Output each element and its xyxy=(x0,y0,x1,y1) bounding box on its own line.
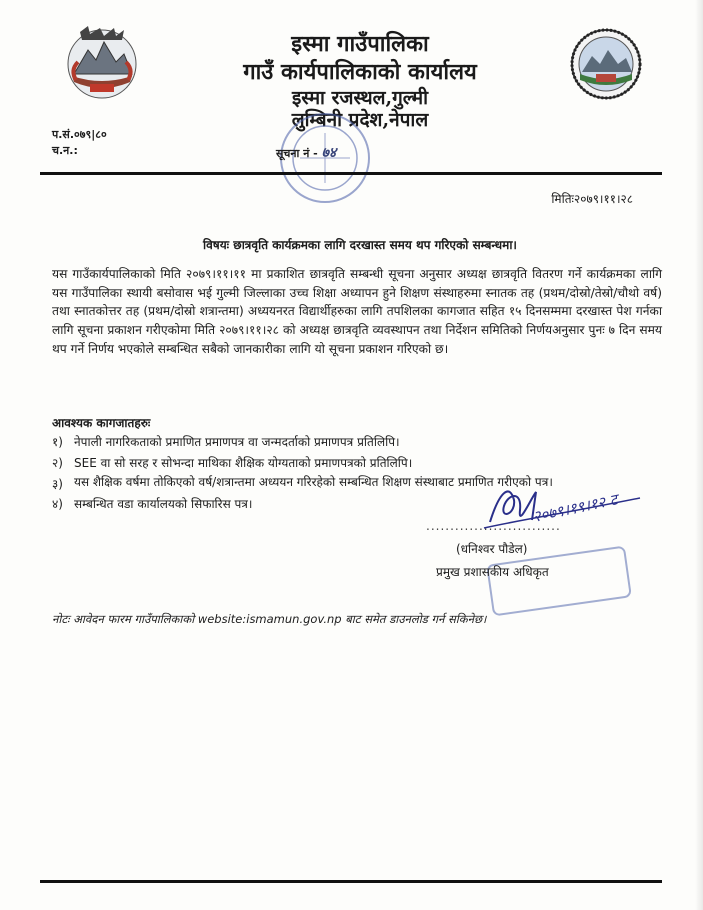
dispatch-number: च.न.: xyxy=(52,144,78,157)
list-item-text: नेपाली नागरिकताको प्रमाणित प्रमाणपत्र वा जन्मदर्ताको प्रमाणपत्र प्रतिलिपि। xyxy=(74,435,400,449)
list-item xyxy=(52,432,612,453)
list-item-number: ४) xyxy=(52,497,63,511)
list-item-number: २) xyxy=(52,456,63,470)
municipality-logo-icon xyxy=(570,28,642,100)
list-item-text: SEE वा सो सरह र सोभन्दा माथिका शैक्षिक योग्यताको प्रमाणपत्रको प्रतिलिपि। xyxy=(74,456,413,470)
notice-label: सूचना नं - xyxy=(276,147,318,160)
reference-number: प.सं.०७९|८० xyxy=(52,128,107,141)
required-documents-title: आवश्यक कागजातहरुः xyxy=(52,416,151,430)
notice-number-value: ७४ xyxy=(321,145,337,161)
notice-number xyxy=(276,143,336,162)
handwritten-date: २०७९।१९।१२ ट xyxy=(531,490,620,526)
header-divider xyxy=(40,172,662,175)
municipality-name: इस्मा गाउँपालिका xyxy=(291,31,429,57)
office-name: गाउँ कार्यपालिकाको कार्यालय xyxy=(243,59,477,85)
list-item-text: यस शैक्षिक वर्षमा तोकिएको वर्ष/शत्रान्तमा अध्ययन गरिरहेको सम्बन्धित शिक्षण संस्थाबाट प्रमाणित गरीएको पत्र। xyxy=(74,475,553,489)
footer-divider xyxy=(40,880,662,883)
body-paragraph: यस गाउँकार्यपालिकाको मिति २०७९।११।११ मा प्रकाशित छात्रवृति सम्बन्धी सूचना अनुसार अध्यक्ष छात्रवृति वितरण गर्ने कार्यक्रमका लागि यस गाउँपालिका स्थायी बसोवास भई गुल्मी जिल्लाका उच्च शिक्षा अध्यापन हुने शिक्षण संस्थाहरुमा स्नातक तह (प्रथम/दोस्रो/तेस्रो/चौथो वर्ष) तथा स्नातकोत्तर तह (प्रथम/दोस्रो शत्रान्तमा) अध्ययनरत विद्यार्थीहरुका लागि तपशिलका कागजात सहित १५ दिनसम्ममा दरखास्त पेश गर्नका लागि सूचना प्रकाशन गरीएकोमा मिति २०७९।११।२८ को अध्यक्ष छात्रवृति व्यवस्थापन तथा निर्देशन समितिको निर्णयअनुसार पुनः ७ दिन समय थप गर्ने निर्णय भएकोले सम्बन्धित सबैको जानकारीका लागि यो सूचना प्रकाशन गरिएको छ। xyxy=(52,267,662,356)
signature-line: ............................ xyxy=(426,519,561,533)
footnote: नोटः आवेदन फारम गाउँपालिकाको website:ismamun.gov.np बाट समेत डाउनलोड गर्न सकिनेछ। xyxy=(52,612,487,626)
issue-date: मितिः२०७९।११।२८ xyxy=(551,192,633,206)
office-address: इस्मा रजस्थल,गुल्मी xyxy=(291,87,429,109)
subject-line: विषयः छात्रवृति कार्यक्रमका लागि दरखास्त समय थप गरिएको सम्बन्धमा। xyxy=(203,238,517,252)
list-item-text: सम्बन्धित वडा कार्यालयको सिफारिस पत्र। xyxy=(74,497,253,511)
officer-title: प्रमुख प्रशासकीय अधिकृत xyxy=(436,565,549,579)
nepal-emblem-icon xyxy=(60,20,144,104)
list-item-number: ३) xyxy=(52,477,63,491)
officer-name: (धनिश्वर पौडेल) xyxy=(456,542,528,556)
page-edge-shadow xyxy=(695,0,703,910)
province-country: लुम्बिनी प्रदेश,नेपाल xyxy=(291,109,429,131)
list-item-number: १) xyxy=(52,435,63,449)
